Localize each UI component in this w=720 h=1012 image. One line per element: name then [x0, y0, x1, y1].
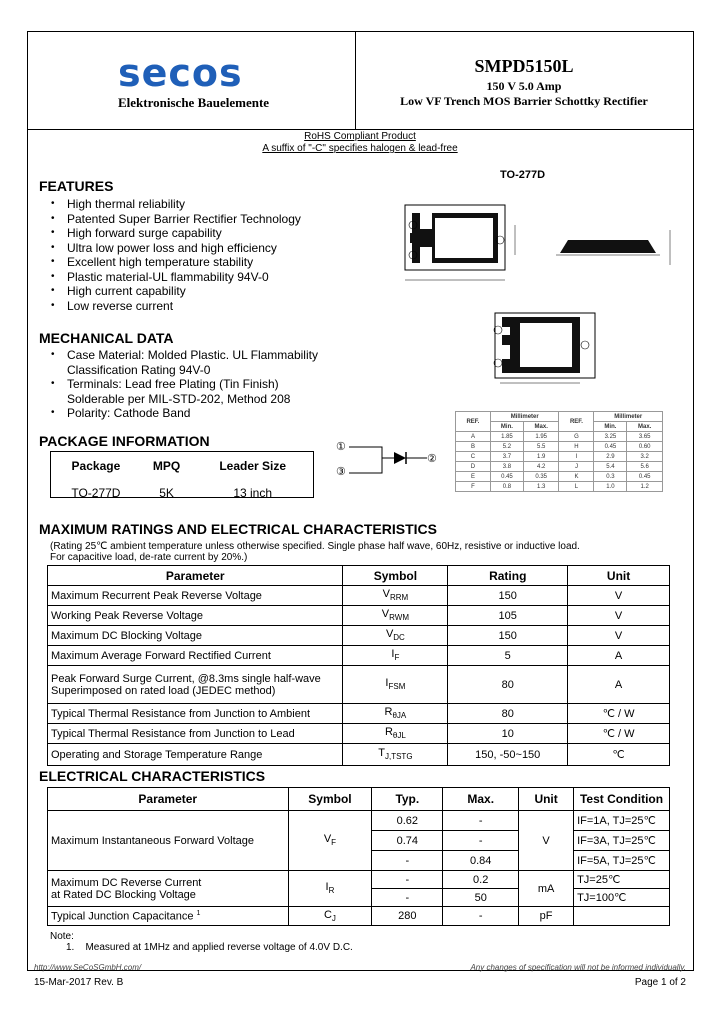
max-value: - [443, 811, 519, 831]
dim-cell: 1.85 [490, 432, 523, 442]
dim-cell: 0.60 [627, 442, 663, 452]
dim-cell: 4.2 [523, 462, 559, 472]
max-header: Max. [443, 788, 519, 811]
footer-date: 15-Mar-2017 Rev. B [34, 977, 124, 988]
dim-cell: 5.6 [627, 462, 663, 472]
max-ratings-title: MAXIMUM RATINGS AND ELECTRICAL CHARACTERISTICS [39, 521, 437, 537]
dim-subheader: Max. [523, 422, 559, 432]
table-row [48, 744, 670, 766]
parameter-cell: Typical Thermal Resistance from Junction to Lead [48, 724, 343, 744]
dimension-table [455, 411, 663, 492]
package-outline-drawing [380, 185, 690, 400]
max-value: - [443, 831, 519, 851]
dim-cell: 0.8 [490, 482, 523, 492]
rating-header: Rating [448, 566, 568, 586]
mpq-value: 5K [159, 486, 174, 500]
note-item: 1. Measured at 1MHz and applied reverse voltage of 4.0V D.C. [66, 942, 353, 953]
max-value: 50 [443, 889, 519, 907]
dim-cell: 2.9 [594, 452, 627, 462]
mechanical-list [47, 348, 318, 421]
table-row [48, 724, 670, 744]
test-condition: IF=3A, TJ=25℃ [574, 831, 670, 851]
parameter-header: Parameter [48, 566, 343, 586]
unit-cell: V [568, 626, 670, 646]
footer-url[interactable]: http://www.SeCoSGmbH.com/ [34, 963, 142, 972]
rating-cell: 80 [448, 666, 568, 704]
symbol-header: Symbol [343, 566, 448, 586]
electrical-table [47, 787, 670, 926]
test-condition [574, 907, 670, 926]
dim-cell: 1.95 [523, 432, 559, 442]
list-item: • Case Material: Molded Plastic. UL Flammability [47, 348, 318, 363]
rating-cell: 150 [448, 586, 568, 606]
unit-header: Unit [519, 788, 574, 811]
dim-cell: 3.65 [627, 432, 663, 442]
typ-header: Typ. [372, 788, 443, 811]
typ-value: 0.74 [372, 831, 443, 851]
symbol-header: Symbol [288, 788, 372, 811]
rating-cell: 80 [448, 704, 568, 724]
list-item: • High thermal reliability [47, 197, 301, 212]
unit-header: Unit [568, 566, 670, 586]
dim-cell: B [456, 442, 491, 452]
dim-cell: 0.3 [594, 472, 627, 482]
header-divider [27, 129, 693, 130]
typ-value: - [372, 871, 443, 889]
mpq-header: MPQ [152, 458, 181, 473]
list-item: • High current capability [47, 284, 301, 299]
dim-cell: 1.0 [594, 482, 627, 492]
max-value: - [443, 907, 519, 926]
symbol-cell: $I_F$ [343, 646, 448, 666]
table-row [456, 452, 663, 462]
dim-cell: 3.2 [627, 452, 663, 462]
dim-cell: 1.2 [627, 482, 663, 492]
page-number: Page 1 of 2 [634, 977, 686, 988]
parameter-cell: Peak Forward Surge Current, @8.3ms single half-wave Superimposed on rated load (JEDEC method) [48, 666, 343, 704]
unit-cell: V [568, 586, 670, 606]
symbol-cell: $V_{RRM}$ [343, 586, 448, 606]
dim-cell: L [559, 482, 594, 492]
symbol-cell: $V_{DC}$ [343, 626, 448, 646]
table-row [48, 606, 670, 626]
max-value: 0.84 [443, 851, 519, 871]
rohs-line1: RoHS Compliant Product [304, 131, 416, 142]
table-row [48, 704, 670, 724]
test-condition: IF=1A, TJ=25℃ [574, 811, 670, 831]
unit-cell: ℃ / W [568, 704, 670, 724]
dim-cell: H [559, 442, 594, 452]
table-row [456, 462, 663, 472]
unit-cell: V [568, 606, 670, 626]
ratings-note-line1: (Rating 25℃ ambient temperature unless otherwise specified. Single phase half wave, 60Hz, resistive or inductive load. [50, 541, 580, 552]
dim-header: Millimeter [594, 412, 663, 422]
table-row [48, 586, 670, 606]
list-item: Classification Rating 94V-0 [67, 362, 211, 377]
ir-parameter: Maximum DC Reverse Current at Rated DC Blocking Voltage [48, 871, 289, 907]
dim-cell: C [456, 452, 491, 462]
package-header: Package [71, 458, 121, 473]
dim-cell: G [559, 432, 594, 442]
table-row [456, 482, 663, 492]
features-title: FEATURES [39, 178, 114, 194]
pin1-label: ① [336, 441, 346, 453]
vf-unit: V [519, 811, 574, 871]
ir-symbol: $I_R$ [288, 871, 372, 907]
symbol-cell: $R_{\theta JA}$ [343, 704, 448, 724]
rating-line: 150 V 5.0 Amp [486, 79, 562, 93]
list-item: Solderable per MIL-STD-202, Method 208 [67, 391, 291, 406]
rating-cell: 150 [448, 626, 568, 646]
dim-cell: 3.8 [490, 462, 523, 472]
pin2-label: ② [427, 453, 437, 465]
dim-cell: A [456, 432, 491, 442]
typ-value: - [372, 889, 443, 907]
package-info-title: PACKAGE INFORMATION [39, 433, 210, 449]
cj-symbol: $C_J$ [288, 907, 372, 926]
dim-cell: 3.7 [490, 452, 523, 462]
list-item: • Polarity: Cathode Band [47, 406, 318, 421]
rohs-line2: A suffix of "-C" specifies halogen & lead-free [262, 143, 458, 154]
dim-cell: J [559, 462, 594, 472]
list-item: • Plastic material-UL flammability 94V-0 [47, 270, 301, 285]
ir-unit: mA [519, 871, 574, 907]
package-table [51, 452, 313, 507]
secos-logo: secos [118, 51, 243, 95]
dim-cell: 0.45 [490, 472, 523, 482]
table-row [456, 472, 663, 482]
dim-subheader: Min. [490, 422, 523, 432]
unit-cell: A [568, 666, 670, 704]
leader-size-value: 13 inch [233, 486, 273, 500]
features-list [47, 197, 301, 313]
parameter-cell: Maximum DC Blocking Voltage [48, 626, 343, 646]
unit-cell: ℃ / W [568, 724, 670, 744]
unit-cell: ℃ [568, 744, 670, 766]
test-condition: TJ=25℃ [574, 871, 670, 889]
parameter-cell: Maximum Recurrent Peak Reverse Voltage [48, 586, 343, 606]
table-row [456, 442, 663, 452]
typ-value: 0.62 [372, 811, 443, 831]
package-diagram-title: TO-277D [500, 169, 546, 181]
symbol-cell: $R_{\theta JL}$ [343, 724, 448, 744]
parameter-cell: Typical Thermal Resistance from Junction to Ambient [48, 704, 343, 724]
dim-header: REF. [559, 412, 594, 432]
table-row [48, 666, 670, 704]
dim-cell: 0.45 [627, 472, 663, 482]
dim-cell: 5.4 [594, 462, 627, 472]
package-value: TO-277D [71, 486, 121, 500]
part-number: SMPD5150L [474, 56, 574, 76]
list-item: • Low reverse current [47, 299, 301, 314]
elec-title: ELECTRICAL CHARACTERISTICS [39, 768, 266, 784]
typ-value: - [372, 851, 443, 871]
dim-cell: 3.25 [594, 432, 627, 442]
max-ratings-table [47, 565, 670, 766]
diode-symbol [349, 440, 429, 480]
ratings-note-line2: For capacitive load, de-rate current by 20%.) [50, 552, 248, 563]
rating-cell: 150, -50~150 [448, 744, 568, 766]
footer-disclaimer: Any changes of specification will not be informed individually. [470, 963, 686, 972]
vf-symbol: $V_F$ [288, 811, 372, 871]
test-condition: IF=5A, TJ=25℃ [574, 851, 670, 871]
unit-cell: A [568, 646, 670, 666]
parameter-cell: Operating and Storage Temperature Range [48, 744, 343, 766]
dim-cell: 1.3 [523, 482, 559, 492]
dim-header: REF. [456, 412, 491, 432]
dim-subheader: Max. [627, 422, 663, 432]
dim-cell: F [456, 482, 491, 492]
list-item: • Ultra low power loss and high efficiency [47, 241, 301, 256]
note-label: Note: [50, 931, 74, 942]
dim-cell: E [456, 472, 491, 482]
dim-cell: D [456, 462, 491, 472]
mechanical-title: MECHANICAL DATA [39, 330, 174, 346]
parameter-header: Parameter [48, 788, 289, 811]
dim-cell: 5.5 [523, 442, 559, 452]
max-value: 0.2 [443, 871, 519, 889]
dim-subheader: Min. [594, 422, 627, 432]
symbol-cell: $I_{FSM}$ [343, 666, 448, 704]
parameter-cell: Maximum Average Forward Rectified Current [48, 646, 343, 666]
cj-parameter: Typical Junction Capacitance $^1$ [48, 907, 289, 926]
symbol-cell: $V_{RWM}$ [343, 606, 448, 626]
dim-cell: 0.35 [523, 472, 559, 482]
pin3-label: ③ [336, 466, 346, 478]
dim-cell: 0.45 [594, 442, 627, 452]
dim-cell: I [559, 452, 594, 462]
table-row [48, 626, 670, 646]
table-row [48, 646, 670, 666]
leader-size-header: Leader Size [219, 458, 287, 473]
parameter-cell: Working Peak Reverse Voltage [48, 606, 343, 626]
dim-cell: 1.9 [523, 452, 559, 462]
cj-unit: pF [519, 907, 574, 926]
test-condition: TJ=100℃ [574, 889, 670, 907]
list-item: • Terminals: Lead free Plating (Tin Finish) [47, 377, 318, 392]
table-row [456, 432, 663, 442]
list-item: • High forward surge capability [47, 226, 301, 241]
dim-cell: K [559, 472, 594, 482]
typ-value: 280 [372, 907, 443, 926]
rating-cell: 10 [448, 724, 568, 744]
list-item: • Excellent high temperature stability [47, 255, 301, 270]
rating-cell: 5 [448, 646, 568, 666]
list-item: • Patented Super Barrier Rectifier Technology [47, 212, 301, 227]
logo-subtitle: Elektronische Bauelemente [118, 95, 270, 110]
dim-header: Millimeter [490, 412, 559, 422]
test-condition-header: Test Condition [574, 788, 670, 811]
symbol-cell: $T_{J,TSTG}$ [343, 744, 448, 766]
dim-cell: 5.2 [490, 442, 523, 452]
vf-parameter: Maximum Instantaneous Forward Voltage [48, 811, 289, 871]
rating-cell: 105 [448, 606, 568, 626]
product-description: Low VF Trench MOS Barrier Schottky Rectifier [400, 94, 648, 108]
